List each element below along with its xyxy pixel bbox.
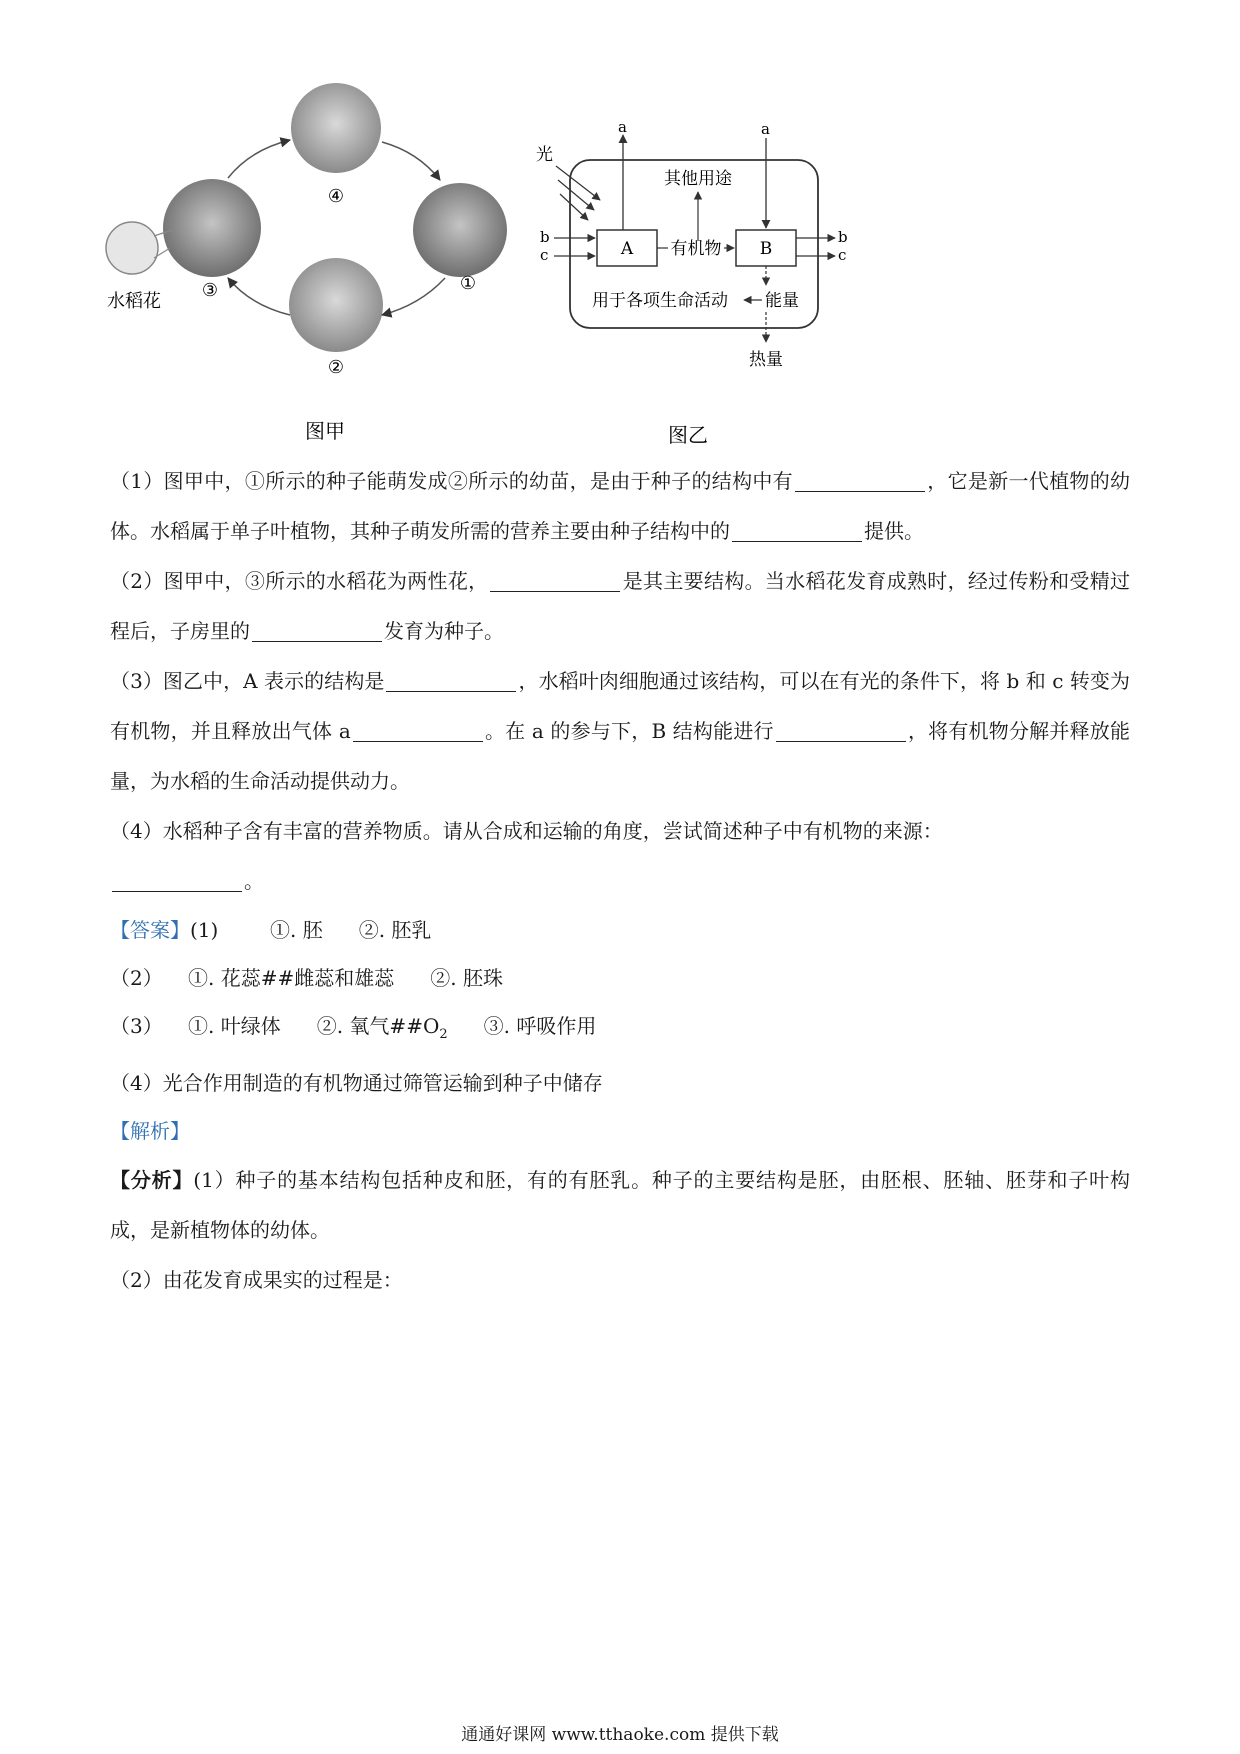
blank-2-1: [490, 567, 620, 592]
stage-label-2: ②: [327, 357, 345, 378]
answer-row-4: （4）光合作用制造的有机物通过筛管运输到种子中储存: [110, 1071, 603, 1095]
question-4: （4）水稻种子含有丰富的营养物质。请从合成和运输的角度，尝试简述种子中有机物的来源： 。: [110, 819, 943, 893]
stage-2-photo: [289, 258, 383, 352]
arrow-1-to-2: [382, 278, 445, 315]
figure-b-caption: 图乙: [668, 423, 708, 447]
arrow-3-to-4: [228, 140, 290, 178]
stage-label-3: ③: [201, 280, 219, 301]
answer-row-1: 【答案】(1) ①. 胚 ②. 胚乳: [110, 918, 432, 942]
svg-text:A: A: [620, 239, 634, 259]
organic-label: 有机物: [670, 239, 722, 259]
footer: 通通好课网 www.tthaoke.com 提供下载: [461, 1725, 779, 1745]
blank-3-3: [776, 717, 906, 742]
answer-row-3: （3） ①. 叶绿体 ②. 氧气$\#\#O_2$ ③. 呼吸作用: [110, 1014, 597, 1042]
figure-a-caption: 图甲: [305, 419, 345, 443]
svg-text:b: b: [838, 228, 848, 246]
question-2: （2）图甲中，③所示的水稻花为两性花， 是其主要结构。当水稻花发育成熟时，经过传粉和受精过程后，子房里的 发育为种子。: [110, 569, 1130, 643]
question-1: （1）图甲中，①所示的种子能萌发成②所示的幼苗，是由于种子的结构中有 ，它是新一代植物的幼体。水稻属于单子叶植物，其种子萌发所需的营养主要由种子结构中的 提供。: [110, 469, 1130, 543]
energy-label: 能量: [765, 291, 799, 311]
arrow-4-to-1: [382, 142, 440, 180]
rice-flower-photo: [106, 222, 158, 274]
answer-tag: 【答案】: [110, 918, 190, 942]
question-3: （3）图乙中，A 表示的结构是 ，水稻叶肉细胞通过该结构，可以在有光的条件下，将 b 和 c 转变为有机物，并且释放出气体 a 。在 a 的参与下，B 结构能进行 ，将有机物分解并释放能量，为水稻的生命活动提供动力。: [110, 669, 1130, 793]
answer-row-2: （2） ①. 花蕊##雌蕊和雄蕊 ②. 胚珠: [110, 966, 503, 990]
analysis-2: （2）由花发育成果实的过程是：: [110, 1268, 403, 1292]
blank-1-1: [795, 467, 925, 492]
light-label: 光: [536, 145, 553, 165]
flower-label: 水稻花: [107, 291, 161, 312]
blank-3-1: [386, 667, 516, 692]
svg-text:c: c: [838, 246, 847, 264]
gas-a-out: a: [618, 118, 627, 136]
content: [110, 456, 1130, 1305]
figure-a: [106, 83, 507, 443]
stage-3-photo: [163, 179, 261, 277]
stage-label-4: ④: [327, 186, 345, 207]
svg-text:b: b: [540, 228, 550, 246]
analysis-1: 【分析】(1）种子的基本结构包括种皮和胚，有的有胚乳。种子的主要结构是胚，由胚根、胚轴、胚芽和子叶构成，是新植物体的幼体。: [110, 1168, 1131, 1242]
gas-a-in: a: [761, 120, 770, 138]
figure-b: [536, 118, 848, 447]
blank-1-2: [732, 517, 862, 542]
heat-label: 热量: [749, 350, 783, 370]
blank-4-1: [112, 867, 242, 892]
arrow-2-to-3: [228, 278, 290, 315]
other-uses: 其他用途: [664, 169, 732, 189]
stage-label-1: ①: [459, 273, 477, 294]
stage-1-photo: [413, 183, 507, 277]
blank-3-2: [353, 717, 483, 742]
figures: [100, 80, 1140, 460]
svg-text:B: B: [759, 239, 773, 259]
svg-text:c: c: [540, 246, 549, 264]
life-activities-label: 用于各项生命活动: [592, 291, 728, 311]
blank-2-2: [252, 617, 382, 642]
stage-4-photo: [291, 83, 381, 173]
analysis-tag: 【解析】: [110, 1119, 190, 1143]
